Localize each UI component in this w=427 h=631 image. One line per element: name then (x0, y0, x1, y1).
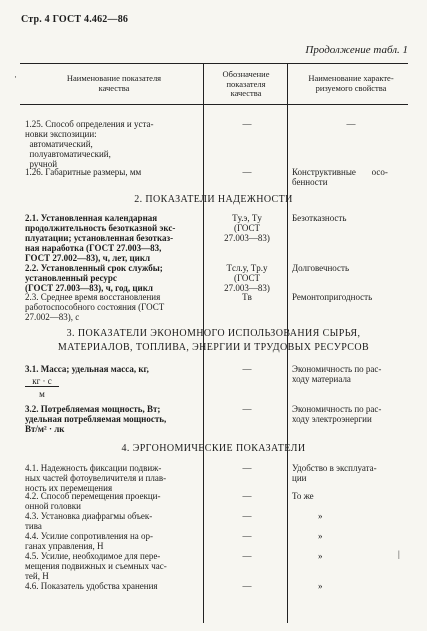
row-4-2-property: То же (292, 491, 314, 501)
row-2-1-property: Безотказность (292, 213, 347, 223)
col-header-designation: Обозначение показателя качества (222, 69, 270, 98)
row-3-2-property: Экономичность по рас- ходу электроэнергии (292, 404, 382, 424)
section-3-title: 3. ПОКАЗАТЕЛИ ЭКОНОМНОГО ИСПОЛЬЗОВАНИЯ СЫРЬЯ, МАТЕРИАЛОВ, ТОПЛИВА, ЭНЕРГИИ И ТРУДОВЫХ РЕСУРСОВ (57, 328, 370, 353)
row-4-2-name: 4.2. Способ перемещения проекци- онной головки (25, 491, 161, 511)
row-3-1-property: Экономичность по рас- ходу материала (292, 364, 382, 384)
row-4-5-designation: — (242, 551, 252, 561)
row-4-5-name: 4.5. Усилие, необходимое для пере- мещения подвижных и съемных час- тей, Н (25, 551, 167, 581)
row-4-3-name: 4.3. Установка диафрагмы объек- тива (25, 511, 153, 531)
row-2-2-designation: Tсл.у, Tр.у (ГОСТ 27.003—83) (224, 263, 270, 293)
row-1-25-designation: — (242, 119, 252, 129)
row-4-1-designation: — (242, 463, 252, 473)
row-4-6-designation: — (242, 581, 252, 591)
margin-mark: · (14, 72, 17, 82)
row-2-3-property: Ремонтопригодность (292, 292, 373, 302)
row-2-1-name: 2.1. Установленная календарная продолжительность безотказной экс- плуатации; установленная безотказ- ная наработка (ГОСТ 27.003—83, ГОСТ 27.002—83), ч, лет, цикл (25, 213, 176, 263)
row-3-2-designation: — (242, 404, 252, 414)
row-4-4-designation: — (242, 531, 252, 541)
row-4-6-name: 4.6. Показатель удобства хранения (25, 581, 158, 591)
row-2-3-designation: Tв (242, 292, 252, 302)
row-2-1-designation: Tу.э, Tу (ГОСТ 27.003—83) (224, 213, 270, 243)
row-3-1-designation: — (242, 364, 252, 374)
table-continuation-label: Продолжение табл. 1 (305, 44, 408, 56)
col-header-name: Наименование показателя качества (66, 73, 162, 93)
table-top-rule (20, 63, 408, 64)
row-3-1-fraction-denominator: м (39, 389, 45, 399)
page-header: Стр. 4 ГОСТ 4.462—86 (21, 14, 129, 25)
row-1-26-name: 1.26. Габаритные размеры, мм (25, 167, 142, 177)
row-2-2-property: Долговечность (292, 263, 350, 273)
row-4-1-property: Удобство в эксплуата- ции (292, 463, 377, 483)
margin-mark-right: | (398, 549, 400, 559)
row-4-1-name: 4.1. Надежность фиксации подвиж- ных частей фотоувеличителя и плав- ность их перемещения (25, 463, 167, 493)
row-2-3-name: 2.3. Среднее время восстановления работоспособного состояния (ГОСТ 27.002—83), с (25, 292, 165, 322)
row-4-3-designation: — (242, 511, 252, 521)
row-4-3-property: » (318, 511, 323, 521)
section-2-title: 2. ПОКАЗАТЕЛИ НАДЕЖНОСТИ (134, 194, 293, 205)
section-4-title: 4. ЭРГОНОМИЧЕСКИЕ ПОКАЗАТЕЛИ (121, 443, 306, 454)
row-1-25-property: — (346, 119, 356, 129)
col-header-property: Наименование характе- ризуемого свойства (308, 73, 394, 93)
row-2-2-name: 2.2. Установленный срок службы; установленный ресурс (ГОСТ 27.003—83), ч, год, цикл (25, 263, 163, 293)
row-1-26-property: Конструктивные осо- бенности (292, 167, 388, 187)
header-bottom-rule (20, 104, 408, 105)
row-4-6-property: » (318, 581, 323, 591)
row-1-26-designation: — (242, 167, 252, 177)
row-3-1-fraction-numerator: кг · с (25, 376, 59, 387)
row-4-4-property: » (318, 531, 323, 541)
row-4-5-property: » (318, 551, 323, 561)
row-1-25-name: 1.25. Способ определения и уста- новки экспозиции: автоматический, полуавтоматический, ручной (25, 119, 154, 169)
row-3-1-name: 3.1. Масса; удельная масса, кг, (25, 364, 149, 374)
row-3-2-name: 3.2. Потребляемая мощность, Вт; удельная потребляемая мощность, Вт/м² · лк (25, 404, 167, 434)
row-4-4-name: 4.4. Усилие сопротивления на ор- ганах управления, Н (25, 531, 154, 551)
row-4-2-designation: — (242, 491, 252, 501)
